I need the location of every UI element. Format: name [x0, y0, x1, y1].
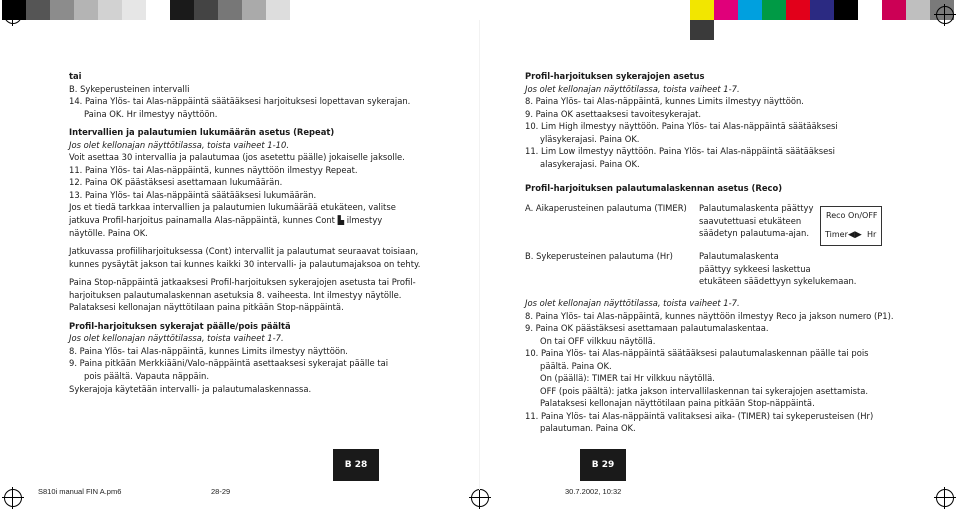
legend-hr: Hr: [867, 230, 877, 239]
color-swatch: [98, 0, 122, 20]
color-swatch: [714, 0, 738, 20]
registration-mark-icon: [936, 489, 954, 507]
text-line: Paina Stop-näppäintä jatkaaksesi Profil-harjoituksen sykerajojen asetusta tai Profil-: [69, 277, 416, 288]
reco-b-description: [699, 250, 856, 288]
reco-a-label: A. Aikaperusteinen palautuma (TIMER): [525, 203, 687, 213]
text-line: Jos olet kellonajan näyttötilassa, toista vaiheet 1-7.: [69, 333, 284, 344]
text-line: päältä. Paina OK.: [540, 360, 612, 371]
text-line: Jos olet kellonajan näyttötilassa, toista vaiheet 1-7.: [525, 83, 740, 94]
heading-sykerajojen-asetus: Profil-harjoituksen sykerajojen asetus: [525, 71, 705, 81]
reco-b-desc-line: päättyy sykkeesi laskettua: [699, 263, 811, 274]
reco-a-description: [699, 202, 813, 240]
text-line: Sykerajoja käytetään intervalli- ja palautumalaskennassa.: [69, 383, 312, 394]
text-line: Paina OK. Hr ilmestyy näyttöön.: [84, 108, 218, 119]
text-line: Jos olet kellonajan näyttötilassa, toista vaiheet 1-7.: [525, 298, 740, 308]
text-line: 14. Paina Ylös- tai Alas-näppäintä säätääksesi harjoituksesi lopettavan sykerajan.: [69, 96, 411, 107]
legend-timer: Timer: [825, 230, 848, 239]
color-swatch: [266, 0, 290, 20]
text-line: kunnes pysäytät jakson tai kunnes kaikki 30 intervalli- ja palautumajaksoa on tehty.: [69, 258, 421, 269]
color-swatch: [762, 0, 786, 20]
text-line: 10. Paina Ylös- tai Alas-näppäintä säätääksesi palautumalaskennan päälle tai pois: [525, 348, 869, 359]
text-line: 11. Paina Ylös- tai Alas-näppäintä, kunnes näyttöön ilmestyy Repeat.: [69, 164, 358, 175]
footer-date: 30.7.2002, 10:32: [565, 487, 622, 496]
text-line: 8. Paina Ylös- tai Alas-näppäintä, kunnes näyttöön ilmestyy Reco ja jakson numero (P1).: [525, 310, 894, 321]
page-number-left: B 28: [333, 449, 379, 481]
color-swatch: [882, 0, 906, 20]
text-line: 11. Lim Low ilmestyy näyttöön. Paina Ylös- tai Alas-näppäintä säätääksesi: [525, 146, 835, 157]
color-swatch: [906, 0, 930, 20]
section-heading: tai: [69, 71, 82, 81]
reco-b-desc-line: Palautumalaskenta: [699, 251, 779, 261]
registration-mark-icon: [471, 489, 489, 507]
section-heading: Intervallien ja palautumien lukumäärän asetus (Repeat): [69, 127, 335, 138]
color-swatch: [786, 0, 810, 20]
color-swatch: [122, 0, 146, 20]
left-page-text: [69, 70, 420, 395]
page-fold: [479, 20, 480, 490]
heading-palautumalaskenta: Profil-harjoituksen palautumalaskennan asetus (Reco): [525, 183, 783, 194]
text-line: jatkuva Profil-harjoitus painamalla Alas-näppäintä, kunnes Cont ▙ ilmestyy: [69, 215, 383, 226]
color-swatch: [858, 0, 882, 20]
registration-mark-icon: [4, 489, 22, 507]
double-arrow-icon: ◀▶: [848, 230, 862, 240]
reco-a-desc-line: säädetyn palautuma-ajan.: [699, 228, 809, 239]
footer-filename: S810i manual FIN A.pm6: [38, 487, 122, 496]
color-swatch: [218, 0, 242, 20]
text-line: harjoituksen palautumalaskennan asetuksia 8. vaiheesta. Int ilmestyy näytölle.: [69, 289, 402, 300]
color-swatch: [194, 0, 218, 20]
text-line: 9. Paina OK asettaaksesi tavoitesykerajat.: [525, 108, 702, 119]
page-number-right: B 29: [580, 449, 626, 481]
text-line: palautuman. Paina OK.: [540, 423, 636, 434]
right-page-text: [525, 70, 838, 195]
text-line: On tai OFF vilkkuu näytöllä.: [540, 335, 656, 346]
text-line: 9. Paina pitkään Merkkiääni/Valo-näppäintä asettaaksesi sykerajat päälle tai: [69, 358, 389, 369]
color-swatch: [690, 20, 714, 40]
text-line: 8. Paina Ylös- tai Alas-näppäintä, kunnes Limits ilmestyy näyttöön.: [525, 96, 804, 107]
text-line: Jos et tiedä tarkkaa intervallien ja palautumien lukumäärää etukäteen, valitse: [69, 202, 396, 213]
reco-a-desc-line: saavutettuasi etukäteen: [699, 215, 802, 226]
legend-title: Reco On/OFF: [826, 211, 878, 220]
text-line: Palataksesi kellonajan näyttötilaan paina pitkään Stop-näppäintä.: [69, 302, 344, 313]
text-line: 10. Lim High ilmestyy näyttöön. Paina Ylös- tai Alas-näppäintä säätääksesi: [525, 121, 838, 132]
color-swatch: [738, 0, 762, 20]
text-line: B. Sykeperusteinen intervalli: [69, 83, 190, 94]
registration-mark-icon: [4, 6, 22, 24]
text-line: On (päällä): TIMER tai Hr vilkkuu näytöllä.: [540, 373, 715, 384]
color-swatch: [74, 0, 98, 20]
color-swatch: [242, 0, 266, 20]
text-line: Jos olet kellonajan näyttötilassa, toista vaiheet 1-10.: [69, 139, 289, 150]
text-line: 12. Paina OK päästäksesi asettamaan lukumäärän.: [69, 177, 283, 188]
footer-pages: 28-29: [211, 487, 231, 496]
reco-b-desc-line: etukäteen säädettyyn sykelukemaan.: [699, 276, 857, 287]
color-bar-right: [690, 0, 960, 20]
text-line: 8. Paina Ylös- tai Alas-näppäintä, kunnes Limits ilmestyy näyttöön.: [69, 345, 348, 356]
text-line: Palataksesi kellonajan näyttötilaan paina pitkään Stop-näppäintä.: [540, 398, 815, 409]
reco-b-label: B. Sykeperusteinen palautuma (Hr): [525, 251, 673, 261]
color-swatch: [170, 0, 194, 20]
color-swatch: [50, 0, 74, 20]
reco-a-desc-line: Palautumalaskenta päättyy: [699, 203, 814, 213]
text-line: 9. Paina OK päästäksesi asettamaan palautumalaskentaa.: [525, 323, 769, 334]
color-swatch: [690, 0, 714, 20]
text-line: Jatkuvassa profiiliharjoituksessa (Cont) intervallit ja palautumat seuraavat toisiaan,: [69, 246, 419, 257]
right-page-steps: [525, 297, 894, 435]
color-swatch: [26, 0, 50, 20]
section-heading: Profil-harjoituksen sykerajat päälle/pois päältä: [69, 320, 291, 331]
color-swatch: [834, 0, 858, 20]
color-bar-left: [2, 0, 290, 20]
text-line: OFF (pois päältä): jatka jakson intervallilaskennan tai sykerajojen asettamista.: [540, 385, 869, 396]
registration-mark-icon: [936, 6, 954, 24]
text-line: yläsykerajasi. Paina OK.: [540, 133, 640, 144]
text-line: 13. Paina Ylös- tai Alas-näppäintä säätääksesi lukumäärän.: [69, 189, 317, 200]
text-line: näytölle. Paina OK.: [69, 227, 148, 238]
text-line: pois päältä. Vapauta näppäin.: [84, 371, 209, 382]
text-line: Voit asettaa 30 intervallia ja palautumaa (jos asetettu päälle) jokaiselle jaksolle.: [69, 152, 405, 163]
color-swatch: [810, 0, 834, 20]
text-line: alasykerajasi. Paina OK.: [540, 158, 640, 169]
color-swatch: [146, 0, 170, 20]
text-line: 11. Paina Ylös- tai Alas-näppäintä valitaksesi aika- (TIMER) tai sykeperusteisen (Hr): [525, 410, 874, 421]
reco-legend-box: [820, 206, 882, 246]
